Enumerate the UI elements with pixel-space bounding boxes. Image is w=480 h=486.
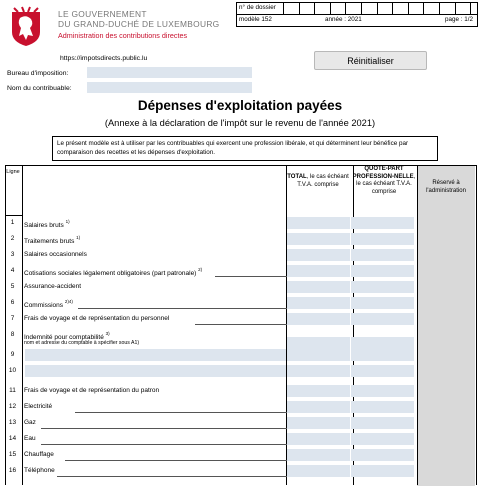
row-label: Frais de voyage et de représentation du patron	[24, 387, 160, 394]
row-label-underline	[75, 412, 288, 413]
total-input[interactable]	[287, 249, 350, 261]
row-label: Eau	[24, 435, 36, 442]
gov-line1: LE GOUVERNEMENT	[58, 9, 147, 19]
table-row	[5, 431, 475, 446]
total-input[interactable]	[287, 401, 350, 413]
quotepart-input[interactable]	[351, 365, 414, 377]
quotepart-input[interactable]	[351, 313, 414, 325]
quotepart-input[interactable]	[351, 385, 414, 397]
line-number: 9	[10, 351, 15, 358]
quotepart-input[interactable]	[351, 417, 414, 429]
line-number: 10	[8, 367, 17, 374]
col-ligne-header: Ligne	[6, 169, 20, 175]
total-input[interactable]	[287, 297, 350, 309]
quotepart-input[interactable]	[351, 401, 414, 413]
quotepart-input[interactable]	[351, 297, 414, 309]
table-row	[5, 247, 475, 262]
line-number: 14	[8, 435, 17, 442]
table-row	[5, 415, 475, 430]
line-number: 3	[10, 251, 15, 258]
row-label-underline	[195, 324, 288, 325]
col-admin-header: Réservé à l'administration	[426, 180, 466, 194]
total-input[interactable]	[287, 417, 350, 429]
total-input[interactable]	[287, 349, 350, 361]
instructions-note: Le présent modèle est à utiliser par les contribuables qui exercent une profession libérale, et qui déterminent leur bénéfice par comparaison des recettes et les dépenses d'exploitation.	[52, 136, 438, 161]
row-label: Téléphone	[24, 467, 55, 474]
quotepart-input[interactable]	[351, 265, 414, 277]
total-input[interactable]	[287, 313, 350, 325]
modele-label: modèle 152	[239, 16, 272, 23]
row-label: Frais de voyage et de représentation du personnel	[24, 315, 170, 322]
line-number: 1	[10, 219, 15, 226]
line-number: 6	[10, 299, 15, 306]
website-url[interactable]: https://impotsdirects.public.lu	[60, 55, 148, 62]
table-row	[5, 279, 475, 294]
table-row	[5, 327, 475, 346]
table-row	[5, 347, 475, 362]
nom-input[interactable]	[87, 82, 252, 93]
row-label: Gaz	[24, 419, 36, 426]
row-label-underline	[65, 460, 288, 461]
quotepart-input[interactable]	[351, 281, 414, 293]
quotepart-input[interactable]	[351, 217, 414, 229]
quotepart-input[interactable]	[351, 349, 414, 361]
line-number: 16	[8, 467, 17, 474]
line-number: 2	[10, 235, 15, 242]
quotepart-input[interactable]	[351, 449, 414, 461]
col-total-header: TOTAL, le cas échéant T.V.A. comprise	[287, 174, 349, 188]
row-label: Cotisations sociales légalement obligatoires (part patronale) $^{2)}$	[24, 267, 203, 277]
line-number: 5	[10, 283, 15, 290]
quotepart-input[interactable]	[351, 233, 414, 245]
line-number: 15	[8, 451, 17, 458]
table-row	[5, 263, 475, 278]
total-input[interactable]	[287, 281, 350, 293]
row-label: Assurance-accident	[24, 283, 82, 290]
row-label-underline	[215, 276, 288, 277]
page-title: Dépenses d'exploitation payées	[137, 98, 343, 113]
quotepart-input[interactable]	[351, 433, 414, 445]
row-label: Commissions $^{2)4)}$	[24, 299, 73, 309]
bureau-input[interactable]	[87, 67, 252, 78]
page-subtitle: (Annexe à la déclaration de l'impôt sur le revenu de l'année 2021)	[104, 118, 376, 128]
line-number: 4	[10, 267, 15, 274]
total-input[interactable]	[287, 365, 350, 377]
row-label-underline	[41, 428, 288, 429]
row-label: Salaires bruts $^{1)}$	[24, 219, 70, 229]
row-label-underline	[41, 444, 288, 445]
row-label: Salaires occasionnels	[24, 251, 87, 258]
total-input[interactable]	[287, 433, 350, 445]
line-number: 13	[8, 419, 17, 426]
table-row	[5, 215, 475, 230]
dossier-box	[236, 2, 478, 27]
table-row	[5, 399, 475, 414]
dossier-number-cells[interactable]	[283, 3, 480, 14]
table-row	[5, 463, 475, 478]
nom-label: Nom du contribuable:	[7, 85, 72, 92]
bureau-label: Bureau d'imposition:	[7, 70, 69, 77]
gov-line3: Administration des contributions directes	[58, 31, 188, 40]
line-number: 7	[10, 315, 15, 322]
row-label-underline	[78, 308, 288, 309]
row-label: Indemnité pour comptabilité $^{3)}$	[24, 331, 110, 341]
total-input[interactable]	[287, 265, 350, 277]
table-row	[5, 231, 475, 246]
reset-button[interactable]: Réinitialiser	[314, 51, 427, 70]
quotepart-input[interactable]	[351, 465, 414, 477]
row-sublabel: nom et adresse du comptable à spécifier sous A1)	[24, 340, 140, 346]
quotepart-input[interactable]	[351, 249, 414, 261]
table-row	[5, 383, 475, 398]
total-input[interactable]	[287, 449, 350, 461]
row-label: Chauffage	[24, 451, 54, 458]
line-number: 11	[9, 387, 16, 394]
table-row	[5, 363, 475, 378]
gov-line2: DU GRAND-DUCHÉ DE LUXEMBOURG	[58, 19, 220, 29]
table-row	[5, 447, 475, 462]
page-label: page : 1/2	[444, 16, 473, 23]
total-input[interactable]	[287, 385, 350, 397]
row-label: Traitements bruts $^{1)}$	[24, 235, 81, 245]
table-row	[5, 295, 475, 310]
free-label-input[interactable]	[25, 365, 286, 377]
line-number: 12	[8, 403, 17, 410]
row-label: Electricité	[24, 403, 53, 410]
table-row	[5, 311, 475, 326]
total-input[interactable]	[287, 465, 350, 477]
col-quotepart-header: QUOTE-PART PROFESSION-NELLE, le cas échéant T.V.A. comprise	[352, 166, 416, 195]
free-label-input[interactable]	[25, 349, 286, 361]
luxembourg-lion-logo	[6, 6, 46, 48]
row-label-underline	[57, 476, 288, 477]
total-input[interactable]	[287, 217, 350, 229]
total-input[interactable]	[287, 233, 350, 245]
dossier-label: n° de dossier	[239, 4, 276, 11]
line-number: 8	[10, 331, 15, 338]
annee-label: année : 2021	[325, 16, 362, 23]
